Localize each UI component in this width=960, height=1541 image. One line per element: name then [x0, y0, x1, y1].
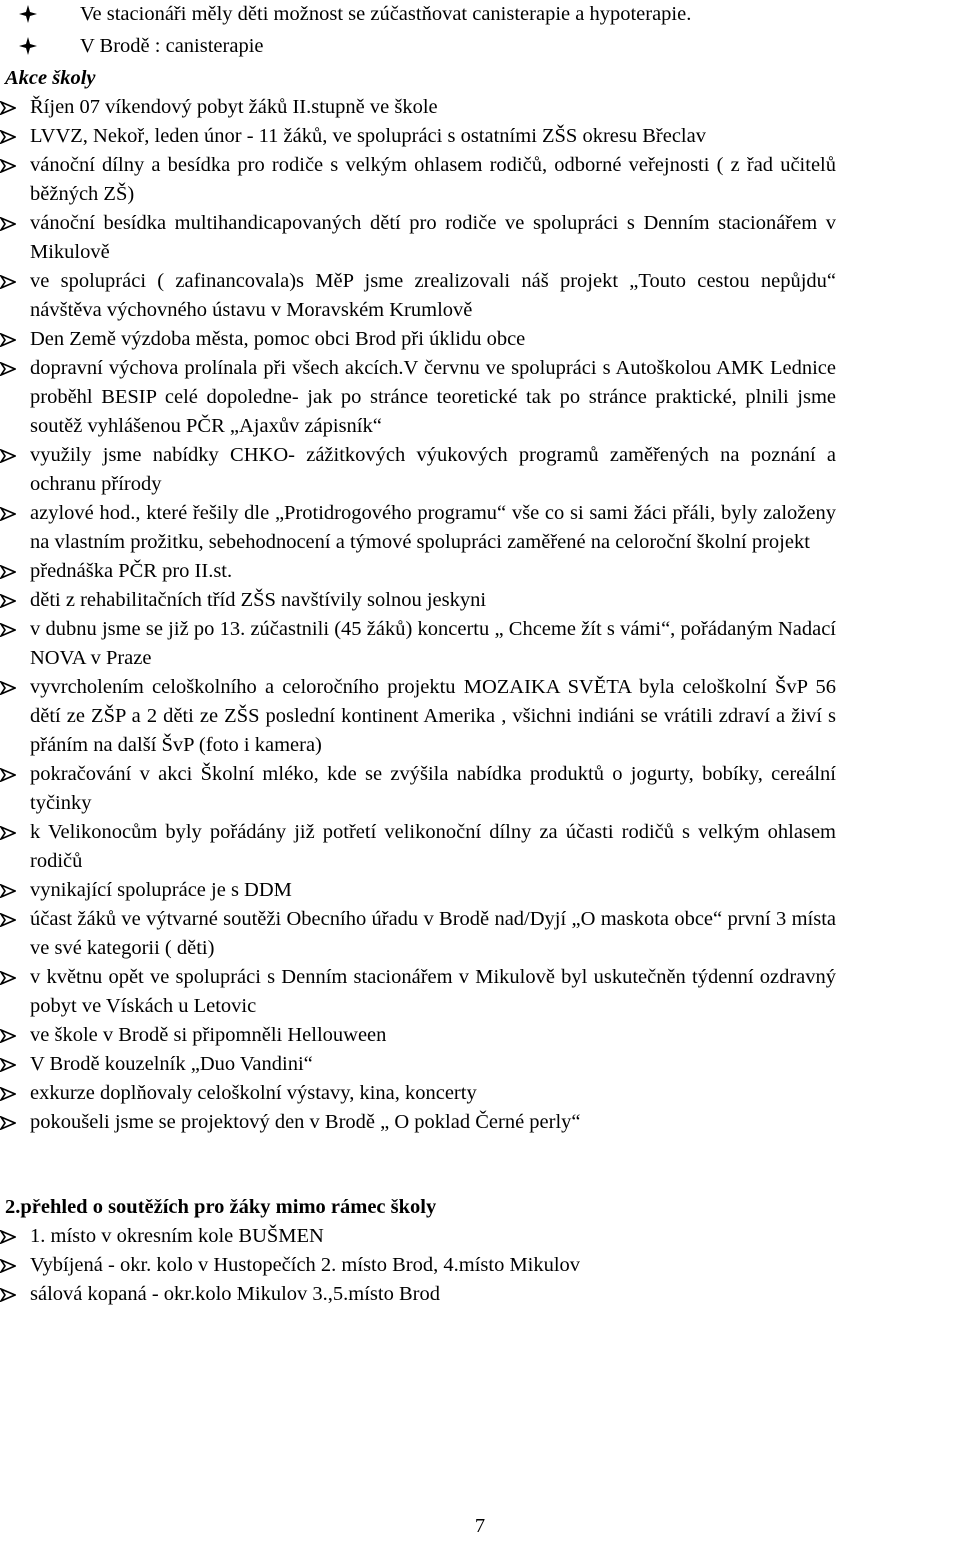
arrow-bullet-icon: [0, 905, 30, 927]
list-item: [0, 122, 836, 151]
list-item: [0, 499, 836, 557]
arrow-bullet-icon: [0, 354, 30, 376]
top-list: [5, 0, 960, 64]
list-item: [0, 615, 836, 673]
list-item-text: využily jsme nabídky CHKO- zážitkových výukových programů zaměřených na poznání a ochranu přírody: [30, 444, 836, 495]
list-item-text: v dubnu jsme se již po 13. zúčastnili (45 žáků) koncertu „ Chceme žít s vámi“, pořádaným Nadací NOVA v Praze: [30, 618, 836, 669]
list-item: [0, 557, 836, 586]
arrow-bullet-icon: [0, 586, 30, 608]
list-item-text: LVVZ, Nekoř, leden únor - 11 žáků, ve spolupráci s ostatními ZŠS okresu Břeclav: [30, 125, 706, 147]
list-item-text: ve spolupráci ( zafinancovala)s MěP jsme zrealizovali náš projekt „Touto cestou nepůjdu“ návštěva výchovného ústavu v Moravském Krumlově: [30, 270, 836, 321]
list-item-text: k Velikonocům byly pořádány již potřetí velikonoční dílny za účasti rodičů s velkým ohlasem rodičů: [30, 821, 836, 872]
arrow-bullet-icon: [0, 760, 30, 782]
list-item-text: Říjen 07 víkendový pobyt žáků II.stupně ve škole: [30, 96, 438, 118]
list-item: [5, 0, 960, 32]
list-item: [0, 209, 836, 267]
arrow-bullet-icon: [0, 818, 30, 840]
diamond-bullet-icon: [5, 32, 80, 64]
list-item: [0, 1280, 960, 1309]
page-number: 7: [474, 1515, 486, 1537]
list-item-text: Vybíjená - okr. kolo v Hustopečích 2. místo Brod, 4.místo Mikulov: [30, 1254, 581, 1276]
list-item: [0, 1021, 836, 1050]
list-item-text: v květnu opět ve spolupráci s Denním stacionářem v Mikulově byl uskutečněn týdenní ozdravný pobyt ve Vískách u Letovic: [30, 966, 836, 1017]
list-item-text: děti z rehabilitačních tříd ZŠS navštívily solnou jeskyni: [30, 589, 487, 611]
list-item-text: přednáška PČR pro II.st.: [30, 560, 233, 582]
arrow-bullet-icon: [0, 1079, 30, 1101]
list-item-text: vyvrcholením celoškolního a celoročního projektu MOZAIKA SVĚTA byla celoškolní ŠvP 56 dětí ze ZŠP a 2 děti ze ZŠS poslední kontinent Amerika , všichni indiáni se vrátili zdraví a živí s přáním na další ŠvP (foto i kamera): [30, 676, 836, 756]
list-item: [0, 963, 836, 1021]
list-item: [0, 673, 836, 760]
arrow-bullet-icon: [0, 1251, 30, 1273]
arrow-bullet-icon: [0, 122, 30, 144]
arrow-bullet-icon: [0, 441, 30, 463]
list-item: [0, 1108, 836, 1137]
list-item-text: vánoční besídka multihandicapovaných dětí pro rodiče ve spolupráci s Denním stacionářem v Mikulově: [30, 212, 836, 263]
arrow-bullet-icon: [0, 151, 30, 173]
list-item: [0, 586, 836, 615]
list-item: [0, 151, 836, 209]
list-item-text: účast žáků ve výtvarné soutěži Obecního úřadu v Brodě nad/Dyjí „O maskota obce“ první 3 místa ve své kategorii ( děti): [30, 908, 836, 959]
list-item: [0, 267, 836, 325]
arrow-bullet-icon: [0, 267, 30, 289]
arrow-bullet-icon: [0, 963, 30, 985]
list-item-text: V Brodě : canisterapie: [80, 35, 264, 57]
list-item: [0, 441, 836, 499]
section-heading-competitions: 2.přehled o soutěžích pro žáky mimo rámec školy: [5, 1196, 437, 1218]
arrow-bullet-icon: [0, 1108, 30, 1130]
list-item: [0, 1050, 836, 1079]
arrow-bullet-icon: [0, 1280, 30, 1302]
list-item: [0, 93, 836, 122]
arrow-bullet-icon: [0, 673, 30, 695]
list-item: [0, 760, 836, 818]
list-item-text: vynikající spolupráce je s DDM: [30, 879, 292, 901]
list-item-text: pokoušeli jsme se projektový den v Brodě „ O poklad Černé perly“: [30, 1111, 581, 1133]
list-item: [0, 1222, 960, 1251]
section-heading: Akce školy: [5, 67, 96, 89]
list-item: [0, 354, 836, 441]
list-item: [5, 32, 960, 64]
list-item-text: vánoční dílny a besídka pro rodiče s velkým ohlasem rodičů, odborné veřejnosti ( z řad učitelů běžných ZŠ): [30, 154, 836, 205]
arrow-bullet-icon: [0, 876, 30, 898]
arrow-bullet-icon: [0, 93, 30, 115]
list-item: [0, 1079, 836, 1108]
list-item-text: sálová kopaná - okr.kolo Mikulov 3.,5.místo Brod: [30, 1283, 440, 1305]
list-item: [0, 1251, 960, 1280]
events-list: [0, 93, 836, 1137]
list-item-text: 1. místo v okresním kole BUŠMEN: [30, 1225, 324, 1247]
arrow-bullet-icon: [0, 499, 30, 521]
list-item: [0, 818, 836, 876]
list-item-text: dopravní výchova prolínala při všech akcích.V červnu ve spolupráci s Autoškolou AMK Lednice proběhl BESIP celé dopoledne- jak po stránce teoretické tak po stránce praktické, plnili jsme soutěž vyhlášenou PČR „Ajaxův zápisník“: [30, 357, 836, 437]
list-item: [0, 876, 836, 905]
arrow-bullet-icon: [0, 209, 30, 231]
arrow-bullet-icon: [0, 1021, 30, 1043]
arrow-bullet-icon: [0, 1050, 30, 1072]
list-item-text: exkurze doplňovaly celoškolní výstavy, kina, koncerty: [30, 1082, 477, 1104]
arrow-bullet-icon: [0, 557, 30, 579]
list-item: [0, 905, 836, 963]
list-item-text: V Brodě kouzelník „Duo Vandini“: [30, 1053, 313, 1075]
arrow-bullet-icon: [0, 1222, 30, 1244]
arrow-bullet-icon: [0, 615, 30, 637]
arrow-bullet-icon: [0, 325, 30, 347]
list-item-text: Den Země výzdoba města, pomoc obci Brod při úklidu obce: [30, 328, 526, 350]
list-item: [0, 325, 836, 354]
competitions-list: [0, 1222, 960, 1309]
list-item-text: azylové hod., které řešily dle „Protidrogového programu“ vše co si sami žáci přáli, byly založeny na vlastním prožitku, sebehodnocení a týmové spolupráci zaměřené na celoroční školní projekt: [30, 502, 836, 553]
diamond-bullet-icon: [5, 0, 80, 32]
list-item-text: ve škole v Brodě si připomněli Hellouween: [30, 1024, 387, 1046]
list-item-text: Ve stacionáři měly děti možnost se zúčastňovat canisterapie a hypoterapie.: [80, 3, 692, 25]
list-item-text: pokračování v akci Školní mléko, kde se zvýšila nabídka produktů o jogurty, bobíky, cereální tyčinky: [30, 763, 836, 814]
